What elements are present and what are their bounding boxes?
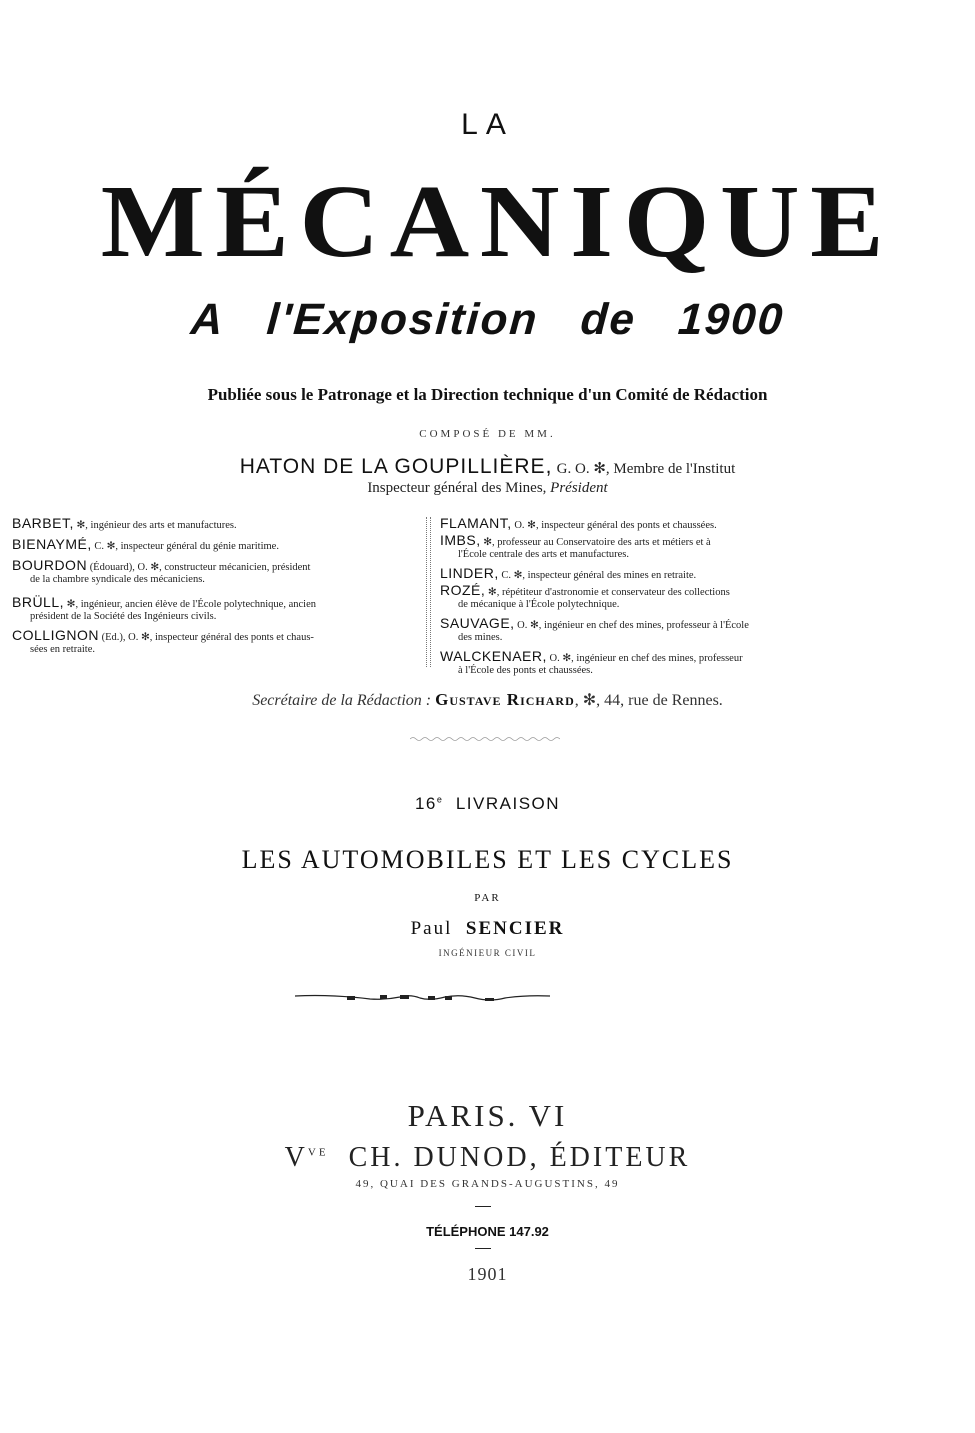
committee-member [440,617,790,644]
member-desc: O. ✻, inspecteur général des ponts et chaussées. [514,520,717,531]
issue-number-suffix: e [436,794,444,805]
issue-number [0,794,975,814]
committee-member [12,538,412,553]
rule-dash [475,1206,491,1207]
member-desc: O. ✻, ingénieur en chef des mines, professeur [549,653,743,664]
committee-member [12,559,412,586]
secretary-name: Gustave Richard [435,690,575,709]
member-name: BRÜLL, [12,594,65,610]
publisher-name-text: CH. DUNOD, ÉDITEUR [348,1142,691,1173]
member-name: BIENAYMÉ, [12,536,92,552]
publisher-telephone: TÉLÉPHONE 147.92 [426,1224,549,1239]
author-last-name: SENCIER [465,918,565,939]
publisher-prefix: V [284,1142,308,1173]
patronage-line: Publiée sous le Patronage et la Direction technique d'un Comité de Rédaction [207,385,768,404]
member-desc: C. ✻, inspecteur général du génie maritime. [94,541,279,552]
committee-member [12,596,412,623]
decorative-ornament [295,990,550,1004]
committee-left-column [12,517,412,662]
president-title: Inspecteur général des Mines, [367,480,547,496]
president-name: HATON DE LA GOUPILLIÈRE, [239,455,553,478]
committee-member [440,650,790,677]
author-role: INGÉNIEUR CIVIL [438,948,537,958]
committee-member [440,584,790,611]
page-title: MÉCANIQUE [100,164,895,279]
subtitle-word: de [578,295,638,344]
subtitle [0,295,975,345]
secretary-label: Secrétaire de la Rédaction : [252,692,432,709]
committee-member [440,567,790,582]
issue-label: LIVRAISON [455,794,561,813]
member-name: COLLIGNON [12,627,99,643]
president-role: Président [550,480,608,496]
work-title: LES AUTOMOBILES ET LES CYCLES [241,845,734,874]
secretary-address: , ✻, 44, rue de Rennes. [574,692,723,709]
committee-member [12,629,412,656]
member-name: WALCKENAER, [440,648,547,664]
member-name: FLAMANT, [440,515,512,531]
member-desc: C. ✻, inspecteur général des mines en retraite. [501,570,697,581]
secretary-line [0,690,975,710]
title-article: LA [461,108,514,141]
member-desc-cont: à l'École des ponts et chaussées. [458,665,593,676]
committee-member [440,517,790,532]
rule-dash [475,1248,491,1249]
member-desc: ✻, ingénieur, ancien élève de l'École polytechnique, ancien [66,599,316,610]
member-desc: (Édouard), O. ✻, constructeur mécanicien, président [89,562,311,573]
member-desc: ✻, ingénieur des arts et manufactures. [76,520,237,531]
issue-number-value: 16 [414,794,437,813]
publisher-prefix-sup: VE [307,1146,329,1159]
member-desc-cont: de la chambre syndicale des mécaniciens. [30,574,205,585]
member-desc-cont: des mines. [458,632,503,643]
member-name: SAUVAGE, [440,615,515,631]
by-label: PAR [474,892,501,904]
subtitle-word: A [189,295,227,344]
member-name: BARBET, [12,515,74,531]
subtitle-word: l'Exposition [265,295,541,344]
publisher-city: PARIS. VI [407,1098,568,1133]
member-desc-cont: président de la Société des Ingénieurs civils. [30,611,217,622]
member-name: BOURDON [12,557,88,573]
member-name: ROZÉ, [440,582,486,598]
member-desc-cont: l'École centrale des arts et manufactures. [458,549,629,560]
member-desc: O. ✻, ingénieur en chef des mines, professeur à l'École [517,620,749,631]
member-desc: (Ed.), O. ✻, inspecteur général des ponts et chaus- [101,632,314,643]
compose-heading: COMPOSÉ DE MM. [419,428,556,440]
author-first-name: Paul [410,918,453,939]
author-name [0,918,975,940]
subtitle-word: 1900 [676,295,786,344]
member-desc: ✻, répétiteur d'astronomie et conservateur des collections [487,587,730,598]
president-distinction: G. O. ✻, Membre de l'Institut [556,461,736,477]
member-desc: ✻, professeur au Conservatoire des arts et métiers et à [483,537,711,548]
committee-right-column [440,517,790,683]
publication-year: 1901 [467,1264,508,1284]
committee-member [440,534,790,561]
publisher-address: 49, QUAI DES GRANDS-AUGUSTINS, 49 [355,1178,620,1190]
committee-member [12,517,412,532]
president-line [0,455,975,479]
president-title-line [0,480,975,497]
column-divider [426,517,431,667]
member-name: IMBS, [440,532,481,548]
member-desc-cont: sées en retraite. [30,644,96,655]
publisher-name [0,1142,975,1174]
member-name: LINDER, [440,565,499,581]
wavy-rule-ornament [410,736,560,742]
member-desc-cont: de mécanique à l'École polytechnique. [458,599,620,610]
